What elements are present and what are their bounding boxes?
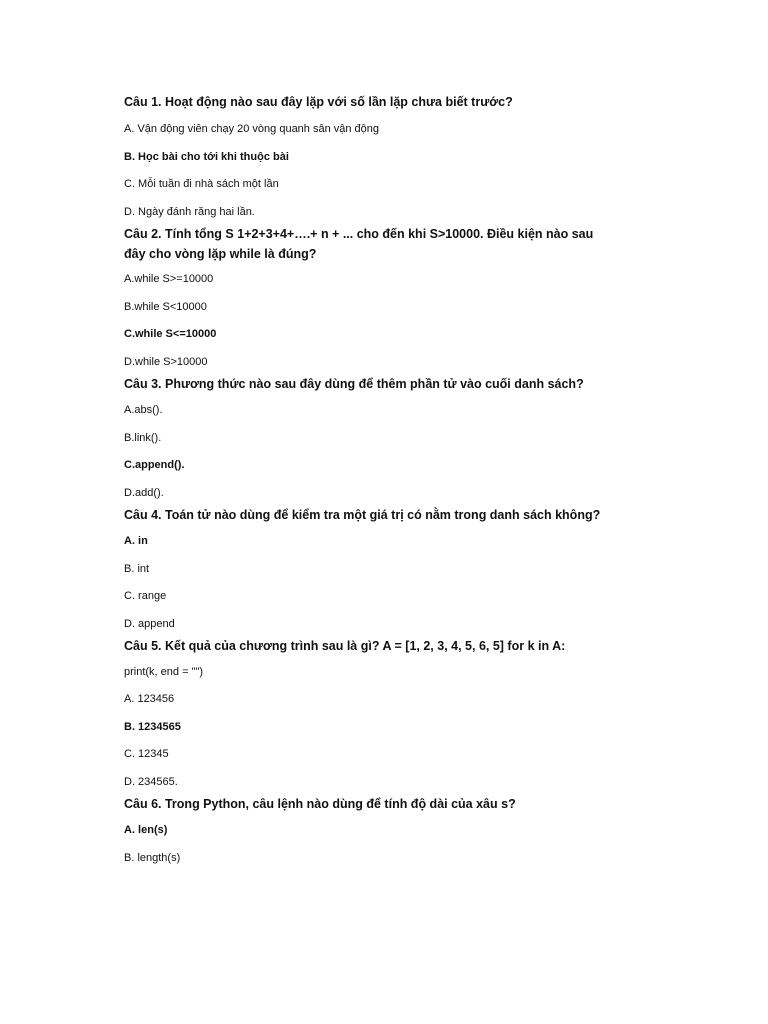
- q6-answer-b: B. length(s): [124, 852, 181, 864]
- q1-answer-b: B. Học bài cho tới khi thuộc bài: [124, 151, 289, 163]
- question-6: Câu 6. Trong Python, câu lệnh nào dùng để tính độ dài của xâu s?: [124, 797, 516, 811]
- q5-answer-a: A. 123456: [124, 693, 175, 705]
- question-1: Câu 1. Hoạt động nào sau đây lặp với số lần lặp chưa biết trước?: [124, 95, 513, 109]
- q6-answer-a: A. len(s): [124, 824, 168, 836]
- q5-answer-c: C. 12345: [124, 748, 169, 760]
- q5-answer-d: D. 234565.: [124, 776, 178, 788]
- q4-answer-d: D. append: [124, 618, 175, 630]
- q1-answer-c: C. Mỗi tuần đi nhà sách một lần: [124, 178, 279, 190]
- question-3: Câu 3. Phương thức nào sau đây dùng để thêm phần tử vào cuối danh sách?: [124, 377, 584, 391]
- q3-answer-c: C.append().: [124, 459, 185, 471]
- question-5: Câu 5. Kết quả của chương trình sau là gì? A = [1, 2, 3, 4, 5, 6, 5] for k in A:: [124, 639, 566, 653]
- question-2: Câu 2. Tính tổng S 1+2+3+4+….+ n + ... cho đến khi S>10000. Điều kiện nào sau đây cho vòng lặp while là đúng?: [124, 227, 594, 261]
- q3-answer-b: B.link().: [124, 432, 162, 444]
- q5-code-line: print(k, end = ""): [124, 666, 204, 678]
- q1-answer-a: A. Vận động viên chạy 20 vòng quanh sân vận động: [124, 123, 380, 135]
- q2-answer-b: B.while S<10000: [124, 301, 207, 313]
- q4-answer-c: C. range: [124, 590, 167, 602]
- q3-answer-a: A.abs().: [124, 404, 163, 416]
- q2-answer-a: A.while S>=10000: [124, 273, 214, 285]
- q4-answer-a: A. in: [124, 535, 148, 547]
- q2-answer-d: D.while S>10000: [124, 356, 208, 368]
- q1-answer-d: D. Ngày đánh răng hai lần.: [124, 206, 255, 218]
- q4-answer-b: B. int: [124, 563, 150, 575]
- q5-answer-b: B. 1234565: [124, 721, 181, 733]
- q2-answer-c: C.while S<=10000: [124, 328, 217, 340]
- q3-answer-d: D.add().: [124, 487, 164, 499]
- quiz-document: [124, 84, 724, 865]
- question-4: Câu 4. Toán tử nào dùng để kiểm tra một giá trị có nằm trong danh sách không?: [124, 508, 601, 522]
